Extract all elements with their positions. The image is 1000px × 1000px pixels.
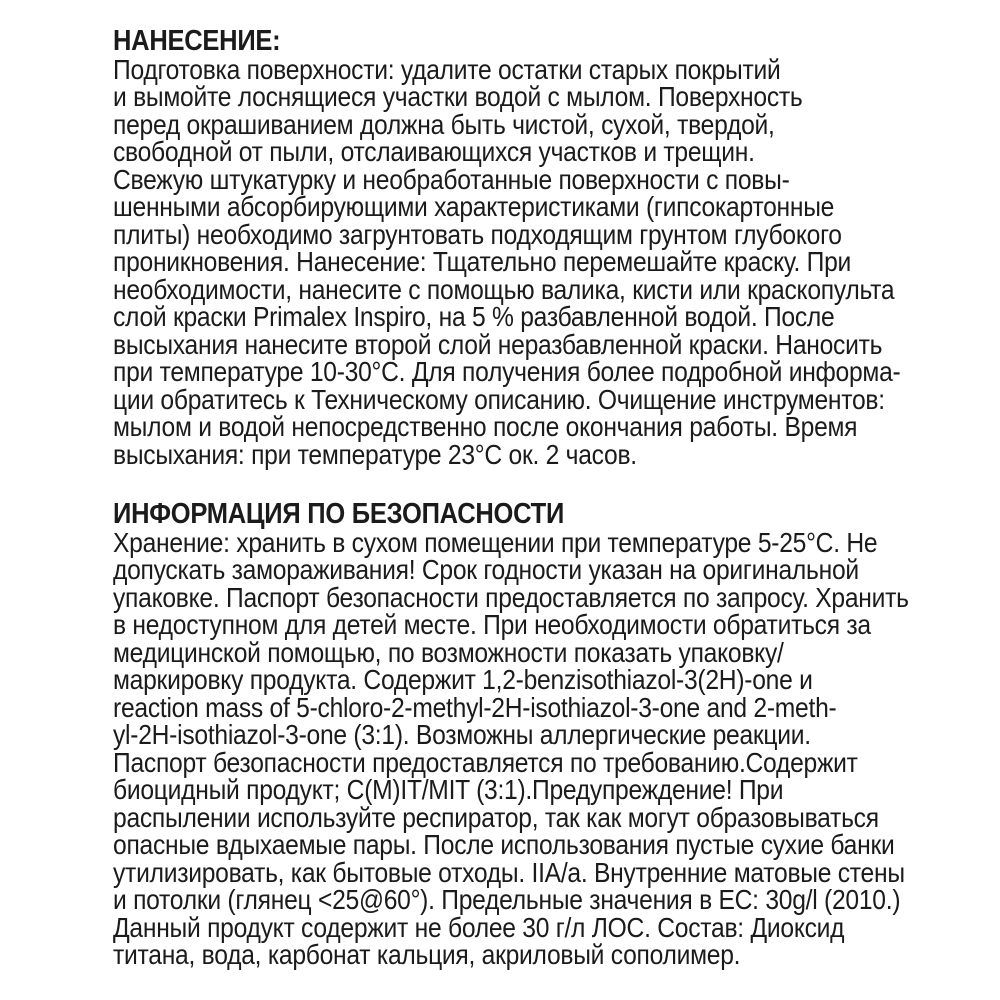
text-line: при температуре 10-30°С. Для получения более подробной информа-: [113, 356, 901, 387]
text-line: Свежую штукатурку и необработанные поверхности с повы-: [113, 163, 790, 195]
text-line: шенными абсорбирующими характеристиками (гипсокартонные: [113, 191, 835, 222]
section-body-application: [113, 53, 909, 470]
text-line: биоцидный продукт; C(M)IT/MIT (3:1).Предупреждение! При: [113, 774, 784, 805]
text-line: маркировку продукта. Содержит 1,2-benzisothiazol-3(2H)-one и: [113, 664, 813, 695]
section-safety-information: [113, 498, 909, 970]
text-line: опасные вдыхаемые пары. После использования пустые сухие банки: [113, 829, 895, 860]
text-line: допускать замораживания! Срок годности указан на оригинальной: [113, 554, 859, 585]
text-line: плиты) необходимо загрунтовать подходящим грунтом глубокого: [113, 218, 842, 250]
section-heading-application: НАНЕСЕНИЕ:: [113, 25, 281, 57]
text-line: высыхания: при температуре 23°С ок. 2 часов.: [113, 438, 637, 470]
text-line: reaction mass of 5-chloro-2-methyl-2H-isothiazol-3-one and 2-meth-: [113, 691, 837, 723]
text-line: свободной от пыли, отслаивающихся участков и трещин.: [113, 136, 755, 167]
text-line: высыхания нанесите второй слой неразбавленной краски. Наносить: [113, 328, 883, 360]
text-line: и вымойте лоснящиеся участки водой с мылом. Поверхность: [113, 81, 803, 112]
text-line: Данный продукт содержит не более 30 г/л ЛОС. Состав: Диоксид: [113, 911, 845, 943]
text-line: медицинской помощью, по возможности показать упаковку/: [113, 636, 784, 668]
text-line: Подготовка поверхности: удалите остатки старых покрытий: [113, 53, 781, 85]
text-line: мылом и водой непосредственно после окончания работы. Время: [113, 411, 858, 442]
text-line: и потолки (глянец <25@60°). Предельные значения в ЕС: 30g/l (2010.): [113, 884, 901, 915]
text-line: слой краски Primalex Inspiro, на 5 % разбавленной водой. После: [113, 301, 835, 332]
text-line: Паспорт безопасности предоставляется по требованию.Содержит: [113, 746, 858, 778]
section-body-safety-information: [113, 526, 909, 970]
text-line: проникновения. Нанесение: Тщательно перемешайте краску. При: [113, 246, 852, 277]
text-line: ции обратитесь к Техническому описанию. Очищение инструментов:: [113, 383, 885, 415]
text-line: распылении используйте респиратор, так как могут образовываться: [113, 801, 879, 833]
section-heading-safety-information: ИНФОРМАЦИЯ ПО БЕЗОПАСНОСТИ: [113, 498, 565, 530]
text-line: титана, вода, карбонат кальция, акриловый сополимер.: [113, 939, 741, 970]
text-line: yl-2H-isothiazol-3-one (3:1). Возможны аллергические реакции.: [113, 719, 811, 750]
section-application: [113, 25, 909, 470]
text-line: необходимости, нанесите с помощью валика, кисти или краскопульта: [113, 273, 895, 305]
text-line: утилизировать, как бытовые отходы. IIA/a. Внутренние матовые стены: [113, 856, 905, 888]
text-line: Хранение: хранить в сухом помещении при температуре 5-25°С. Не: [113, 526, 878, 558]
text-line: упаковке. Паспорт безопасности предоставляется по запросу. Хранить: [113, 581, 909, 613]
text-line: перед окрашиванием должна быть чистой, сухой, твердой,: [113, 108, 775, 140]
product-label-text-block: [113, 25, 909, 970]
text-line: в недоступном для детей месте. При необходимости обратиться за: [113, 609, 871, 640]
